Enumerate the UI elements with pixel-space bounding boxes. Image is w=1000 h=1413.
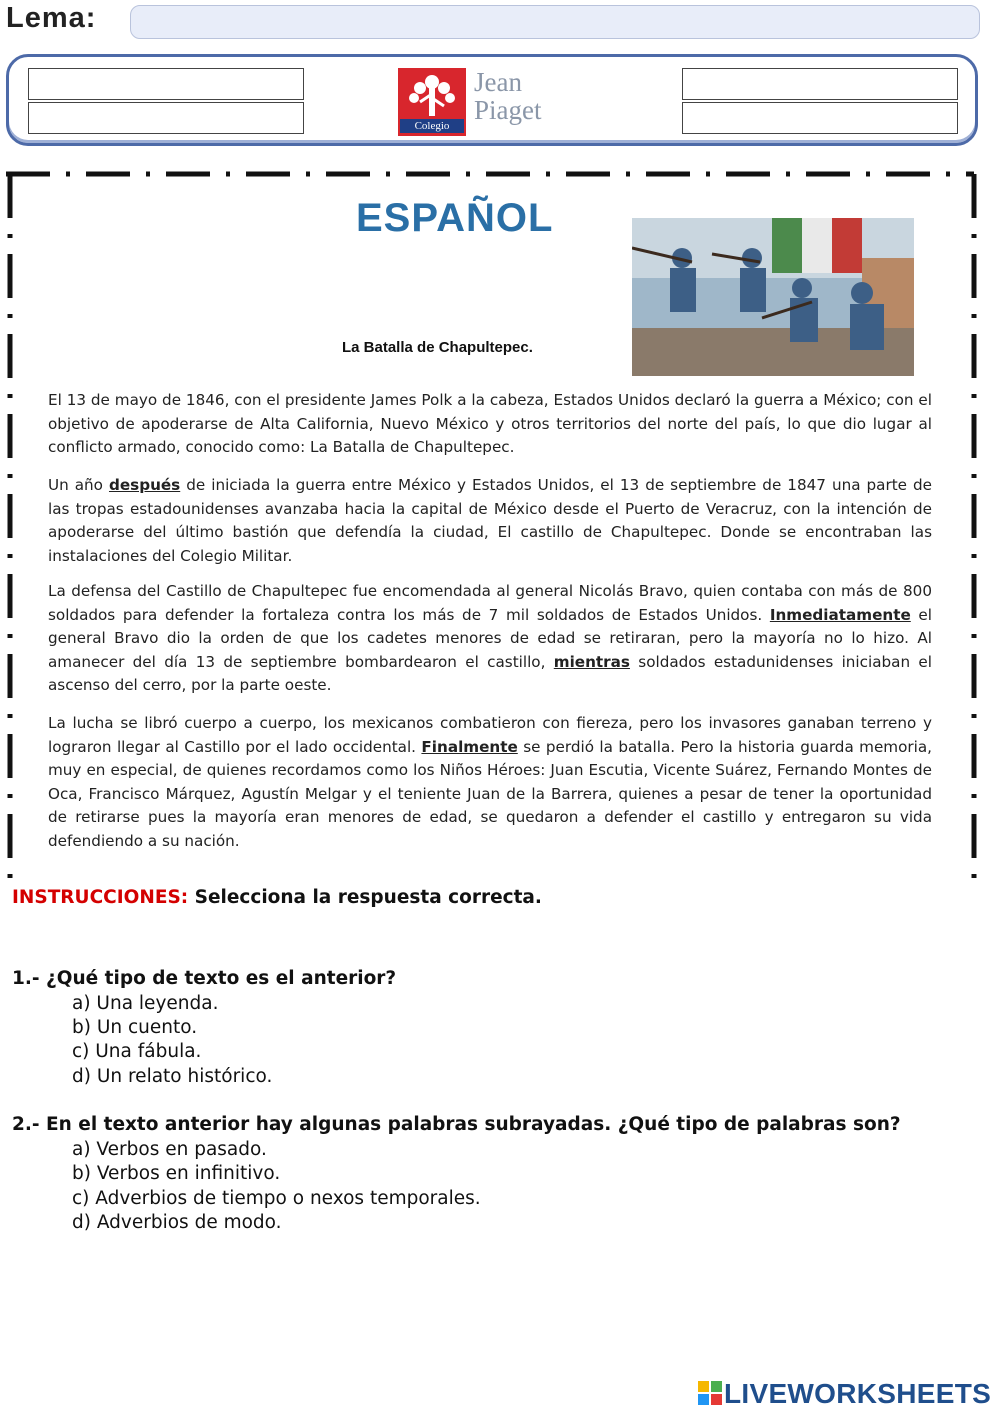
question-1: 1.- ¿Qué tipo de texto es el anterior?: [12, 968, 397, 989]
lema-label: Lema:: [6, 2, 97, 34]
paragraph-text: de iniciada la guerra entre México y Estados Unidos, el 13 de septiembre de 1847 una parte de las tropas estadounidenses avanzaba hacia la capital de México desde el Puerto de Veracruz, con la intención de apoderarse del último bastión que defendía la ciudad, El castillo de Chapultepec. Donde se encontraban las instalaciones del Colegio Militar.: [48, 476, 932, 565]
instructions-label: INSTRUCCIONES:: [12, 887, 189, 908]
subject-heading: ESPAÑOL: [356, 196, 554, 240]
question-2: 2.- En el texto anterior hay algunas palabras subrayadas. ¿Qué tipo de palabras son?: [12, 1114, 901, 1135]
q1-option-c[interactable]: c) Una fábula.: [72, 1041, 202, 1062]
logo-name-line1: Jean: [474, 67, 522, 97]
battle-painting: [632, 218, 914, 376]
logo-name-line2: Piaget: [474, 95, 542, 125]
q2-option-a[interactable]: a) Verbos en pasado.: [72, 1139, 267, 1160]
lema-input[interactable]: [130, 5, 980, 39]
instructions: [12, 887, 542, 908]
school-logo: [398, 66, 568, 136]
liveworksheets-logo[interactable]: [698, 1378, 994, 1410]
logo-tag: Colegio: [400, 119, 464, 133]
underlined-word: Inmediatamente: [769, 605, 911, 624]
q1-option-b[interactable]: b) Un cuento.: [72, 1017, 198, 1038]
paragraph-text: Un año: [48, 476, 109, 494]
paragraph-text: La defensa del Castillo de Chapultepec fue encomendada al general Nicolás Bravo, quien contaba con más de 800 soldados para defender la fortaleza contra los más de 7 mil soldados de Estados Unidos.: [48, 582, 932, 624]
paragraph-1: [48, 389, 932, 460]
underlined-word: después: [108, 476, 181, 494]
name-field-bottom-left[interactable]: [28, 102, 304, 134]
field-top-right[interactable]: [682, 68, 958, 100]
paragraph-text: se perdió la batalla. Pero la historia guarda memoria, muy en especial, de quienes recordamos como los Niños Héroes: Juan Escutia, Vicente Suárez, Fernando Montes de Oca, Francisco Márquez, Agustín Melgar y el teniente Juan de la Barrera, quienes a pesar de tener la oportunidad de retirarse pues la mayoría eran menores de edad, se quedaron a defender el castillo y entregaron su vida defendiendo a su nación.: [48, 737, 932, 850]
paragraph-text: El 13 de mayo de 1846, con el presidente James Polk a la cabeza, Estados Unidos declaró la guerra a México; con el objetivo de apoderarse de Alta California, Nuevo México y otros territorios del norte del país, lo que dio lugar al conflicto armado, conocido como: La Batalla de Chapultepec.: [48, 391, 932, 456]
name-field-top-left[interactable]: [28, 68, 304, 100]
liveworksheets-text: LIVEWORKSHEETS: [724, 1378, 992, 1409]
paragraph-text: La lucha se libró cuerpo a cuerpo, los mexicanos combatieron con fiereza, pero los invasores ganaban terreno y lograron llegar al Castillo por el lado occidental.: [48, 714, 932, 756]
underlined-word: Finalmente: [421, 737, 518, 756]
q1-option-d[interactable]: d) Un relato histórico.: [72, 1066, 273, 1087]
paragraph-4: [48, 712, 932, 853]
paragraph-2: [48, 474, 932, 568]
paragraph-text: soldados estadunidenses iniciaban el ascenso del cerro, por la parte oeste.: [48, 652, 933, 694]
reading-title: La Batalla de Chapultepec.: [342, 339, 533, 356]
q2-option-d[interactable]: d) Adverbios de modo.: [72, 1212, 282, 1233]
paragraph-3: [48, 580, 932, 698]
paragraph-text: el general Bravo dio la orden de que los cadetes menores de edad se retiraran, pero la mayoría no lo hizo. Al amanecer del día 13 de septiembre bombardearon el castillo,: [48, 605, 932, 671]
q1-option-a[interactable]: a) Una leyenda.: [72, 993, 219, 1014]
q2-option-b[interactable]: b) Verbos en infinitivo.: [72, 1163, 281, 1184]
q2-option-c[interactable]: c) Adverbios de tiempo o nexos temporales.: [72, 1188, 481, 1209]
underlined-word: mientras: [553, 652, 630, 671]
liveworksheets-icon: [698, 1381, 722, 1405]
instructions-text: Selecciona la respuesta correcta.: [188, 887, 542, 908]
field-bottom-right[interactable]: [682, 102, 958, 134]
